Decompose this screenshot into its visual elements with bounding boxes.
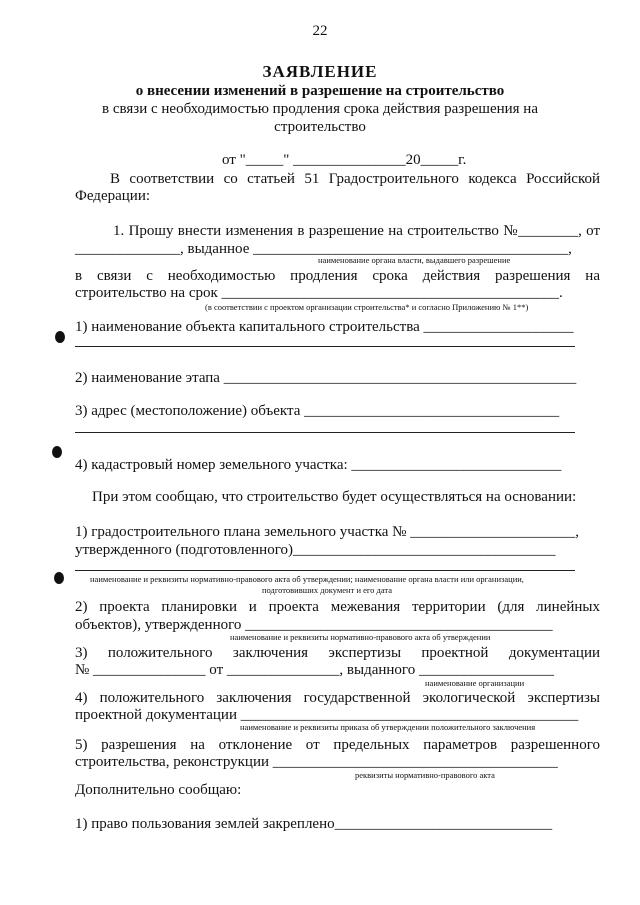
basis-gpzu-note1: наименование и реквизиты нормативно-правового акта об утверждении; наименование органа власти или организации,: [90, 574, 524, 584]
basis-ecology-line2: проектной документации _____________________________________________: [75, 707, 579, 723]
basis-expertise-line1: 3) положительного заключения экспертизы проектной документации: [75, 645, 600, 661]
basis-expertise-note: наименование организации: [425, 678, 525, 688]
basis-intro: При этом сообщаю, что строительство будет осуществляться на основании:: [92, 489, 577, 505]
date-line: от "_____" _______________20_____г.: [222, 152, 467, 168]
blank-line: [75, 346, 575, 347]
basis-gpzu-line2: утвержденного (подготовленного)___________________________________: [75, 542, 556, 558]
additional-land-right: 1) право пользования землей закреплено_____________________________: [75, 816, 553, 832]
document-subtitle: о внесении изменений в разрешение на строительство: [135, 83, 505, 99]
blank-line: [75, 570, 575, 571]
request-line3: в связи с необходимостью продления срока действия разрешения на: [75, 268, 600, 284]
basis-planning-note: наименование и реквизиты нормативно-правового акта об утверждении: [230, 632, 491, 642]
item-stage-name: 2) наименование этапа _______________________________________________: [75, 370, 577, 386]
basis-deviation-line1: 5) разрешения на отклонение от предельных параметров разрешенного: [75, 737, 600, 753]
basis-expertise-line2: № _______________ от _______________, выданного __________________: [75, 662, 554, 678]
page-number: 22: [312, 23, 328, 39]
basis-ecology-line1: 4) положительного заключения государственной экологической экспертизы: [75, 690, 600, 706]
request-note-term: (в соответствии с проектом организации строительства* и согласно Приложению № 1**): [205, 302, 529, 312]
item-cadastral-number: 4) кадастровый номер земельного участка: ____________________________: [75, 457, 562, 473]
additional-label: Дополнительно сообщаю:: [75, 782, 242, 798]
blank-line: [75, 432, 575, 433]
basis-planning-line1: 2) проекта планировки и проекта межевания территории (для линейных: [75, 599, 600, 615]
intro-line2: Федерации:: [75, 188, 151, 204]
request-line1: 1. Прошу внести изменения в разрешение на строительство №________, от: [113, 223, 600, 239]
item-object-name: 1) наименование объекта капитального строительства ____________________: [75, 319, 574, 335]
binder-hole-3: [54, 572, 64, 584]
basis-deviation-note: реквизиты нормативно-правового акта: [355, 770, 495, 780]
document-subtitle-line3: строительство: [274, 119, 366, 135]
basis-gpzu-note2: подготовивших документ и его дата: [262, 585, 393, 595]
document-title: ЗАЯВЛЕНИЕ: [262, 62, 378, 81]
request-line2: ______________, выданное __________________________________________,: [75, 241, 572, 257]
document-subtitle-line2: в связи с необходимостью продления срока действия разрешения на: [102, 101, 538, 117]
binder-hole-2: [52, 446, 62, 458]
item-address: 3) адрес (местоположение) объекта __________________________________: [75, 403, 560, 419]
basis-ecology-note: наименование и реквизиты приказа об утверждении положительного заключения: [240, 722, 536, 732]
binder-hole-1: [55, 331, 65, 343]
basis-deviation-line2: строительства, реконструкции ______________________________________: [75, 754, 558, 770]
basis-planning-line2: объектов), утвержденного _________________________________________: [75, 617, 553, 633]
request-note-issuer: наименование органа власти, выдавшего разрешение: [318, 255, 511, 265]
request-line4: строительство на срок _____________________________________________.: [75, 285, 563, 301]
intro-line1: В соответствии со статьей 51 Градостроительного кодекса Российской: [110, 171, 600, 187]
basis-gpzu-line1: 1) градостроительного плана земельного участка № ______________________,: [75, 524, 579, 540]
